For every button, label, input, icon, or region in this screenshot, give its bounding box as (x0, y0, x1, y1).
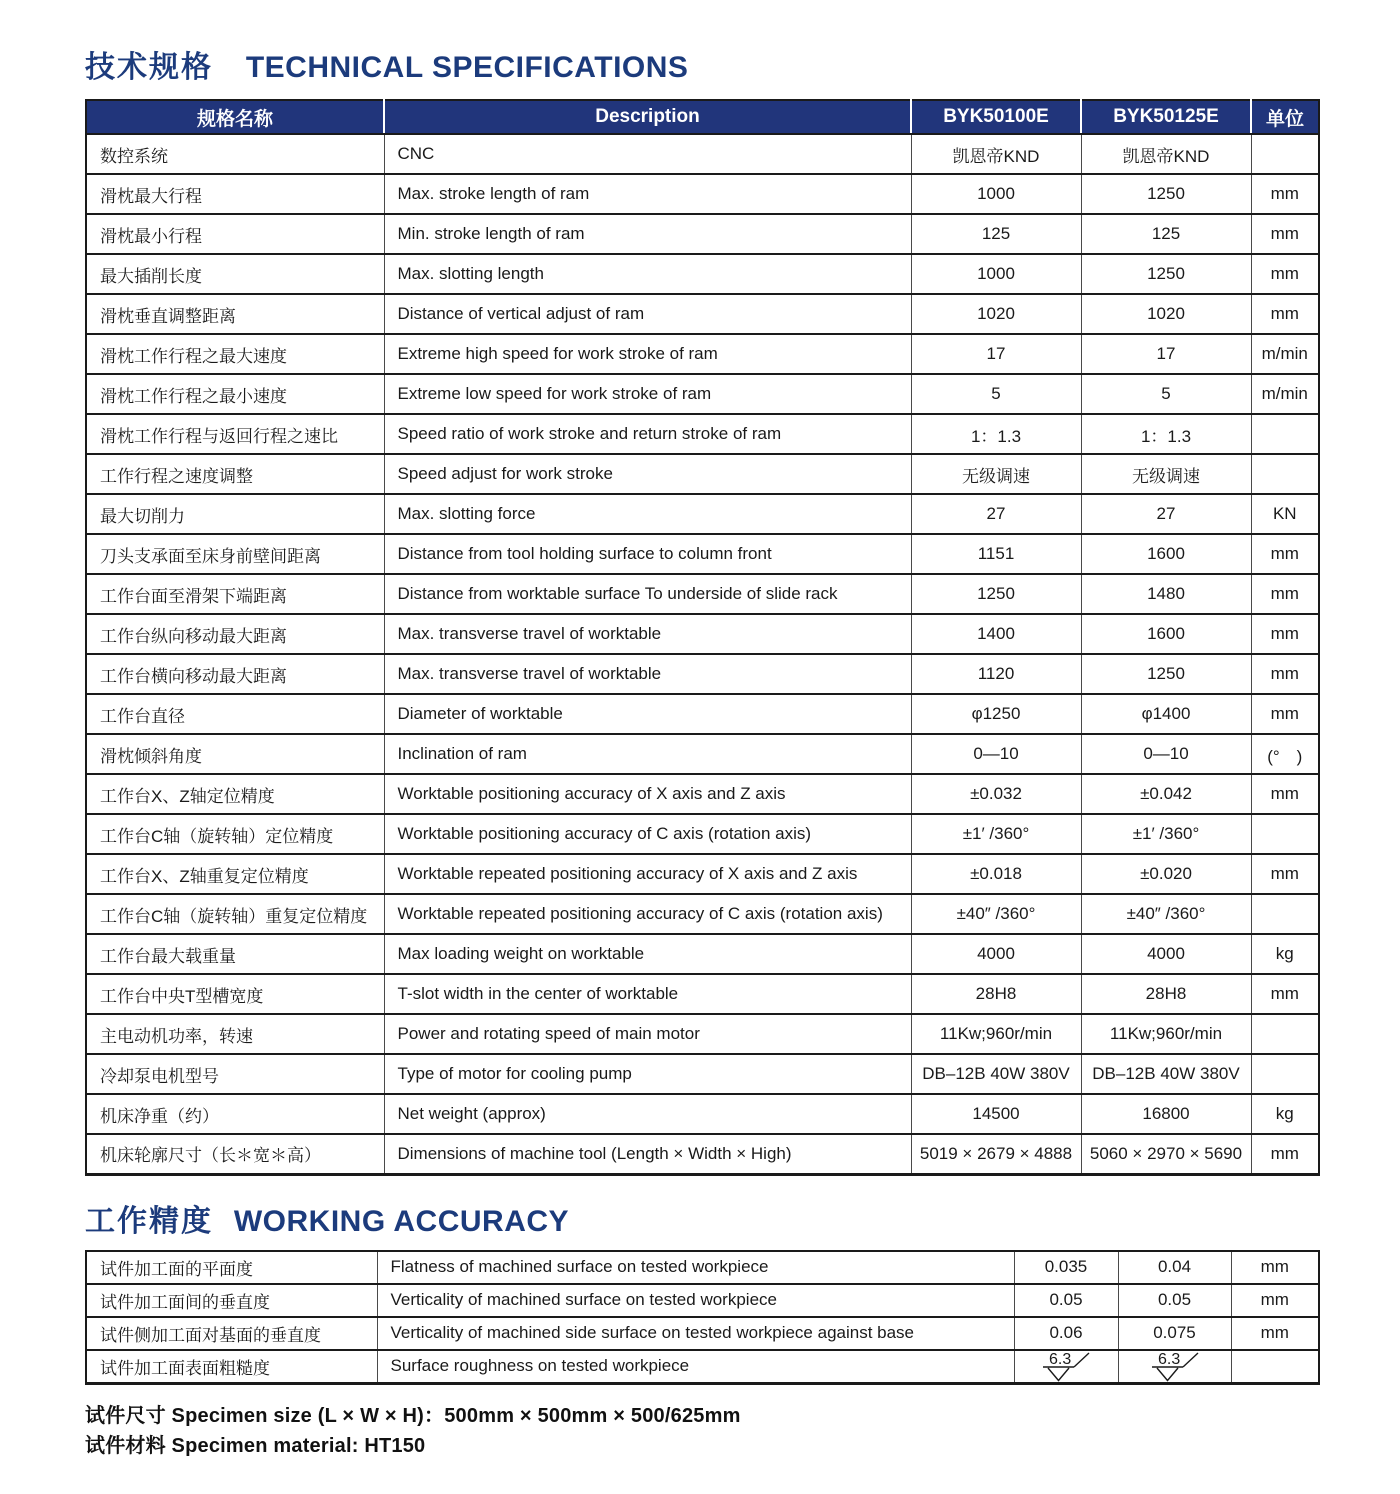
spec-cell-desc: Dimensions of machine tool (Length × Width × High) (384, 1134, 911, 1174)
spec-cell-desc: Max loading weight on worktable (384, 934, 911, 974)
spec-cell-v2: 1020 (1081, 294, 1251, 334)
spec-row (86, 534, 1319, 574)
spec-cell-v2: 1250 (1081, 654, 1251, 694)
spec-cell-desc: Worktable positioning accuracy of C axis (rotation axis) (384, 814, 911, 854)
spec-cell-unit: mm (1251, 534, 1319, 574)
spec-cell-v1: ±1′ /360° (911, 814, 1081, 854)
spec-cell-v1: 0—10 (911, 734, 1081, 774)
spec-cell-desc: Diameter of worktable (384, 694, 911, 734)
surface-roughness-symbol (1147, 1351, 1203, 1382)
spec-cell-unit: mm (1251, 614, 1319, 654)
spec-cell-name: 工作台中央T型槽宽度 (86, 974, 384, 1014)
spec-cell-unit: mm (1251, 974, 1319, 1014)
spec-cell-name: 工作台最大载重量 (86, 934, 384, 974)
spec-cell-name: 工作台面至滑架下端距离 (86, 574, 384, 614)
spec-cell-name: 工作台X、Z轴定位精度 (86, 774, 384, 814)
spec-row (86, 614, 1319, 654)
spec-row (86, 654, 1319, 694)
spec-cell-desc: Min. stroke length of ram (384, 214, 911, 254)
spec-cell-v2: φ1400 (1081, 694, 1251, 734)
spec-table-body (86, 134, 1319, 1174)
spec-cell-name: 滑枕工作行程之最大速度 (86, 334, 384, 374)
spec-row (86, 414, 1319, 454)
spec-cell-name: 机床净重（约） (86, 1094, 384, 1134)
spec-cell-name: 滑枕工作行程之最小速度 (86, 374, 384, 414)
accuracy-cell-v1: 0.05 (1014, 1284, 1118, 1317)
accuracy-cell-v2 (1118, 1350, 1231, 1384)
spec-cell-name: 滑枕最小行程 (86, 214, 384, 254)
spec-cell-v2: ±0.020 (1081, 854, 1251, 894)
spec-row (86, 894, 1319, 934)
spec-cell-v1: 1000 (911, 174, 1081, 214)
spec-row (86, 254, 1319, 294)
spec-cell-v1: ±0.018 (911, 854, 1081, 894)
spec-row (86, 694, 1319, 734)
spec-header-description: Description (384, 100, 911, 134)
spec-cell-v1: ±40″ /360° (911, 894, 1081, 934)
spec-cell-v1: 14500 (911, 1094, 1081, 1134)
specimen-material-note: 试件材料 Specimen material: HT150 (85, 1434, 426, 1457)
spec-cell-unit (1251, 894, 1319, 934)
spec-row (86, 1054, 1319, 1094)
spec-cell-name: 工作台C轴（旋转轴）定位精度 (86, 814, 384, 854)
spec-cell-desc: Worktable repeated positioning accuracy of X axis and Z axis (384, 854, 911, 894)
accuracy-cell-v1: 0.06 (1014, 1317, 1118, 1350)
accuracy-row (86, 1317, 1319, 1350)
spec-cell-desc: Extreme high speed for work stroke of ram (384, 334, 911, 374)
spec-header-row (86, 100, 1319, 134)
spec-cell-v2: 无级调速 (1081, 454, 1251, 494)
spec-sheet-page (85, 0, 1318, 1461)
spec-cell-desc: Max. slotting length (384, 254, 911, 294)
spec-cell-unit (1251, 134, 1319, 174)
spec-cell-v2: ±40″ /360° (1081, 894, 1251, 934)
spec-row (86, 1134, 1319, 1174)
title-en: TECHNICAL SPECIFICATIONS (245, 51, 689, 84)
accuracy-cell-name: 试件侧加工面对基面的垂直度 (86, 1317, 377, 1350)
spec-row (86, 334, 1319, 374)
accuracy-row (86, 1350, 1319, 1384)
spec-cell-v1: 凯恩帝KND (911, 134, 1081, 174)
spec-cell-unit (1251, 1014, 1319, 1054)
spec-cell-name: 机床轮廓尺寸（长＊宽＊高） (86, 1134, 384, 1174)
spec-cell-name: 工作台纵向移动最大距离 (86, 614, 384, 654)
spec-cell-unit: mm (1251, 574, 1319, 614)
spec-cell-unit: KN (1251, 494, 1319, 534)
spec-cell-v1: 1250 (911, 574, 1081, 614)
spec-cell-v2: 17 (1081, 334, 1251, 374)
spec-cell-name: 最大切削力 (86, 494, 384, 534)
spec-cell-v1: ±0.032 (911, 774, 1081, 814)
working-accuracy-title (85, 1204, 1318, 1240)
spec-cell-name: 最大插削长度 (86, 254, 384, 294)
spec-cell-desc: Max. stroke length of ram (384, 174, 911, 214)
spec-cell-unit: mm (1251, 174, 1319, 214)
accuracy-cell-v1: 0.035 (1014, 1251, 1118, 1284)
spec-header-model-1: BYK50100E (911, 100, 1081, 134)
spec-row (86, 934, 1319, 974)
spec-row (86, 774, 1319, 814)
spec-cell-unit (1251, 414, 1319, 454)
spec-cell-v1: 1000 (911, 254, 1081, 294)
spec-cell-v2: DB–12B 40W 380V (1081, 1054, 1251, 1094)
accuracy-row (86, 1251, 1319, 1284)
spec-cell-v1: 17 (911, 334, 1081, 374)
spec-cell-unit (1251, 454, 1319, 494)
accuracy-row (86, 1284, 1319, 1317)
spec-cell-unit: m/min (1251, 374, 1319, 414)
spec-cell-desc: Inclination of ram (384, 734, 911, 774)
accuracy-cell-unit (1231, 1350, 1319, 1384)
accuracy-cell-desc: Verticality of machined side surface on tested workpiece against base (377, 1317, 1014, 1350)
spec-cell-unit: kg (1251, 1094, 1319, 1134)
title-zh: 技术规格 (85, 51, 213, 84)
spec-header-name: 规格名称 (86, 100, 384, 134)
spec-cell-name: 工作台X、Z轴重复定位精度 (86, 854, 384, 894)
spec-cell-unit: m/min (1251, 334, 1319, 374)
spec-cell-unit (1251, 814, 1319, 854)
spec-cell-unit: mm (1251, 774, 1319, 814)
spec-cell-v1: 1：1.3 (911, 414, 1081, 454)
spec-cell-name: 冷却泵电机型号 (86, 1054, 384, 1094)
spec-row (86, 574, 1319, 614)
spec-row (86, 174, 1319, 214)
spec-cell-name: 工作台直径 (86, 694, 384, 734)
spec-cell-desc: Speed adjust for work stroke (384, 454, 911, 494)
spec-cell-v1: 1020 (911, 294, 1081, 334)
working-accuracy-table (85, 1250, 1320, 1385)
spec-cell-name: 刀头支承面至床身前壁间距离 (86, 534, 384, 574)
spec-cell-desc: Max. slotting force (384, 494, 911, 534)
spec-cell-desc: Worktable positioning accuracy of X axis and Z axis (384, 774, 911, 814)
spec-cell-unit: (° ) (1251, 734, 1319, 774)
spec-cell-unit: kg (1251, 934, 1319, 974)
accuracy-cell-v2: 0.075 (1118, 1317, 1231, 1350)
accuracy-cell-v1 (1014, 1350, 1118, 1384)
spec-cell-name: 滑枕最大行程 (86, 174, 384, 214)
title2-en: WORKING ACCURACY (233, 1204, 570, 1238)
spec-cell-desc: Distance from worktable surface To underside of slide rack (384, 574, 911, 614)
spec-table-header (86, 100, 1319, 134)
spec-cell-v2: 1480 (1081, 574, 1251, 614)
spec-cell-desc: Distance of vertical adjust of ram (384, 294, 911, 334)
spec-cell-unit (1251, 1054, 1319, 1094)
spec-cell-v1: 5019 × 2679 × 4888 (911, 1134, 1081, 1174)
spec-cell-unit: mm (1251, 854, 1319, 894)
spec-cell-v2: 1250 (1081, 254, 1251, 294)
spec-cell-v1: 28H8 (911, 974, 1081, 1014)
spec-row (86, 454, 1319, 494)
spec-cell-desc: Power and rotating speed of main motor (384, 1014, 911, 1054)
spec-cell-desc: Extreme low speed for work stroke of ram (384, 374, 911, 414)
accuracy-table-body (86, 1251, 1319, 1384)
spec-cell-unit: mm (1251, 214, 1319, 254)
spec-cell-v2: 4000 (1081, 934, 1251, 974)
spec-row (86, 1014, 1319, 1054)
spec-cell-v2: 1：1.3 (1081, 414, 1251, 454)
title2-zh: 工作精度 (85, 1204, 213, 1238)
spec-cell-v1: 1151 (911, 534, 1081, 574)
spec-cell-v2: 11Kw;960r/min (1081, 1014, 1251, 1054)
spec-cell-v2: 5060 × 2970 × 5690 (1081, 1134, 1251, 1174)
svg-text:6.3: 6.3 (1049, 1350, 1072, 1368)
spec-cell-v2: 16800 (1081, 1094, 1251, 1134)
spec-cell-name: 滑枕倾斜角度 (86, 734, 384, 774)
spec-cell-v2: 125 (1081, 214, 1251, 254)
spec-row (86, 374, 1319, 414)
specimen-size-note: 试件尺寸 Specimen size (L × W × H)：500mm × 500mm × 500/625mm (85, 1404, 741, 1427)
spec-cell-name: 工作行程之速度调整 (86, 454, 384, 494)
spec-cell-desc: T-slot width in the center of worktable (384, 974, 911, 1014)
accuracy-cell-v2: 0.04 (1118, 1251, 1231, 1284)
spec-row (86, 294, 1319, 334)
spec-cell-v2: ±1′ /360° (1081, 814, 1251, 854)
accuracy-cell-name: 试件加工面间的垂直度 (86, 1284, 377, 1317)
spec-cell-v1: 5 (911, 374, 1081, 414)
accuracy-cell-desc: Flatness of machined surface on tested workpiece (377, 1251, 1014, 1284)
spec-header-unit: 单位 (1251, 100, 1319, 134)
spec-cell-name: 滑枕垂直调整距离 (86, 294, 384, 334)
spec-cell-unit: mm (1251, 694, 1319, 734)
spec-cell-desc: Max. transverse travel of worktable (384, 614, 911, 654)
spec-cell-unit: mm (1251, 254, 1319, 294)
accuracy-cell-name: 试件加工面的平面度 (86, 1251, 377, 1284)
spec-cell-desc: Type of motor for cooling pump (384, 1054, 911, 1094)
spec-cell-v2: 0—10 (1081, 734, 1251, 774)
accuracy-cell-unit: mm (1231, 1284, 1319, 1317)
spec-row (86, 134, 1319, 174)
spec-cell-v1: 27 (911, 494, 1081, 534)
spec-cell-desc: Net weight (approx) (384, 1094, 911, 1134)
spec-row (86, 494, 1319, 534)
spec-cell-v2: 28H8 (1081, 974, 1251, 1014)
spec-cell-v2: 1600 (1081, 614, 1251, 654)
technical-specifications-title (85, 50, 1318, 86)
spec-cell-name: 数控系统 (86, 134, 384, 174)
spec-cell-v2: ±0.042 (1081, 774, 1251, 814)
spec-row (86, 974, 1319, 1014)
accuracy-cell-desc: Surface roughness on tested workpiece (377, 1350, 1014, 1384)
svg-text:6.3: 6.3 (1157, 1350, 1180, 1368)
accuracy-cell-name: 试件加工面表面粗糙度 (86, 1350, 377, 1384)
accuracy-cell-desc: Verticality of machined surface on tested workpiece (377, 1284, 1014, 1317)
spec-cell-v1: φ1250 (911, 694, 1081, 734)
spec-row (86, 1094, 1319, 1134)
specimen-notes (85, 1401, 1318, 1461)
spec-cell-name: 滑枕工作行程与返回行程之速比 (86, 414, 384, 454)
spec-cell-v1: 125 (911, 214, 1081, 254)
spec-cell-desc: Worktable repeated positioning accuracy of C axis (rotation axis) (384, 894, 911, 934)
spec-cell-unit: mm (1251, 294, 1319, 334)
spec-cell-desc: CNC (384, 134, 911, 174)
accuracy-cell-v2: 0.05 (1118, 1284, 1231, 1317)
spec-cell-v2: 凯恩帝KND (1081, 134, 1251, 174)
spec-cell-name: 工作台横向移动最大距离 (86, 654, 384, 694)
spec-cell-v1: 11Kw;960r/min (911, 1014, 1081, 1054)
spec-cell-unit: mm (1251, 1134, 1319, 1174)
spec-cell-desc: Max. transverse travel of worktable (384, 654, 911, 694)
spec-cell-v1: 4000 (911, 934, 1081, 974)
spec-cell-v2: 1600 (1081, 534, 1251, 574)
spec-cell-v2: 27 (1081, 494, 1251, 534)
spec-cell-v1: 1120 (911, 654, 1081, 694)
spec-cell-v1: 无级调速 (911, 454, 1081, 494)
spec-row (86, 814, 1319, 854)
spec-row (86, 854, 1319, 894)
spec-cell-v2: 5 (1081, 374, 1251, 414)
spec-cell-v2: 1250 (1081, 174, 1251, 214)
spec-cell-name: 工作台C轴（旋转轴）重复定位精度 (86, 894, 384, 934)
spec-cell-unit: mm (1251, 654, 1319, 694)
technical-specifications-table (85, 99, 1320, 1176)
spec-row (86, 214, 1319, 254)
spec-cell-name: 主电动机功率，转速 (86, 1014, 384, 1054)
spec-cell-desc: Distance from tool holding surface to column front (384, 534, 911, 574)
spec-row (86, 734, 1319, 774)
accuracy-cell-unit: mm (1231, 1317, 1319, 1350)
accuracy-cell-unit: mm (1231, 1251, 1319, 1284)
surface-roughness-symbol (1038, 1351, 1094, 1382)
spec-cell-v1: DB–12B 40W 380V (911, 1054, 1081, 1094)
spec-cell-v1: 1400 (911, 614, 1081, 654)
spec-header-model-2: BYK50125E (1081, 100, 1251, 134)
spec-cell-desc: Speed ratio of work stroke and return stroke of ram (384, 414, 911, 454)
